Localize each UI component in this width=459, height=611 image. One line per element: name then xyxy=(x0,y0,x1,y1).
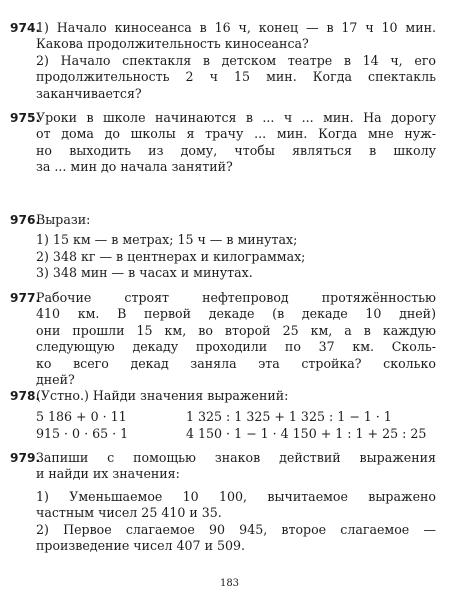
exercise-text-line: дней? xyxy=(36,372,75,388)
exercise-text-line: но выходить из дому, чтобы являться в школу xyxy=(36,142,436,158)
exercise-text-line: 1) 15 км — в метрах; 15 ч — в минутах; xyxy=(36,232,298,248)
expression: 915 · 0 · 65 · 1 xyxy=(36,425,129,441)
exercise-text-line: продолжительность 2 ч 15 мин. Когда спектакль xyxy=(36,69,436,85)
exercise-text-line: за ... мин до начала занятий? xyxy=(36,159,233,175)
exercise-text-line: 410 км. В первой декаде (в декаде 10 дней) xyxy=(36,306,436,322)
exercise-number: 976. xyxy=(10,213,41,227)
exercise-text-line: 1) Начало киносеанса в 16 ч, конец — в 17 ч 10 мин. xyxy=(36,20,436,35)
exercise-979 xyxy=(10,450,436,554)
exercise-number: 977. xyxy=(10,291,41,305)
expression: 4 150 · 1 − 1 · 4 150 + 1 : 1 + 25 : 25 xyxy=(186,425,427,441)
exercise-text-line: 2) Первое слагаемое 90 945, второе слагаемое — xyxy=(36,521,436,537)
exercise-974 xyxy=(10,20,436,102)
expression: 5 186 + 0 · 11 xyxy=(36,409,127,425)
exercise-number: 975. xyxy=(10,111,41,125)
exercise-number: 974. xyxy=(10,21,41,35)
exercise-text-line: Вырази: xyxy=(36,212,91,227)
exercise-text-line: следующую декаду проходили по 37 км. Сколь- xyxy=(36,339,436,355)
exercise-number: 978. xyxy=(10,389,41,403)
exercise-text-line: заканчивается? xyxy=(36,85,142,101)
exercise-text-line: 3) 348 мин — в часах и минутах. xyxy=(36,265,253,281)
exercise-976 xyxy=(10,212,436,282)
exercise-text-line: (Устно.) Найди значения выражений: xyxy=(36,388,289,403)
expression: 1 325 : 1 325 + 1 325 : 1 − 1 · 1 xyxy=(186,409,392,425)
exercise-text-line: Какова продолжительность киносеанса? xyxy=(36,36,309,52)
exercise-text-line: от дома до школы я трачу ... мин. Когда мне нуж- xyxy=(36,126,436,142)
exercise-text-line: Запиши с помощью знаков действий выражения xyxy=(36,450,436,465)
exercise-978 xyxy=(10,388,436,442)
exercise-text-line: ко всего декад заняла эта стройка? сколько xyxy=(36,355,436,371)
exercise-975 xyxy=(10,110,436,176)
exercise-text-line: 2) Начало спектакля в детском театре в 14 ч, его xyxy=(36,52,436,68)
exercise-number: 979. xyxy=(10,451,41,465)
exercise-text-line: и найди их значения: xyxy=(36,466,180,482)
exercise-text-line: они прошли 15 км, во второй 25 км, а в каждую xyxy=(36,322,436,338)
exercise-977 xyxy=(10,290,436,388)
exercise-text-line: произведение чисел 407 и 509. xyxy=(36,538,246,554)
expression-row xyxy=(36,426,436,442)
exercise-text-line: Рабочие строят нефтепровод протяжённостью xyxy=(36,290,436,305)
exercise-text-line: частным чисел 25 410 и 35. xyxy=(36,505,222,521)
exercise-text-line: 2) 348 кг — в центнерах и килограммах; xyxy=(36,248,306,264)
exercise-text-line: 1) Уменьшаемое 10 100, вычитаемое выражено xyxy=(36,488,436,504)
exercise-text-line: Уроки в школе начинаются в ... ч ... мин. На дорогу xyxy=(36,110,436,125)
expression-row xyxy=(36,409,436,425)
page-number: 183 xyxy=(219,578,240,589)
